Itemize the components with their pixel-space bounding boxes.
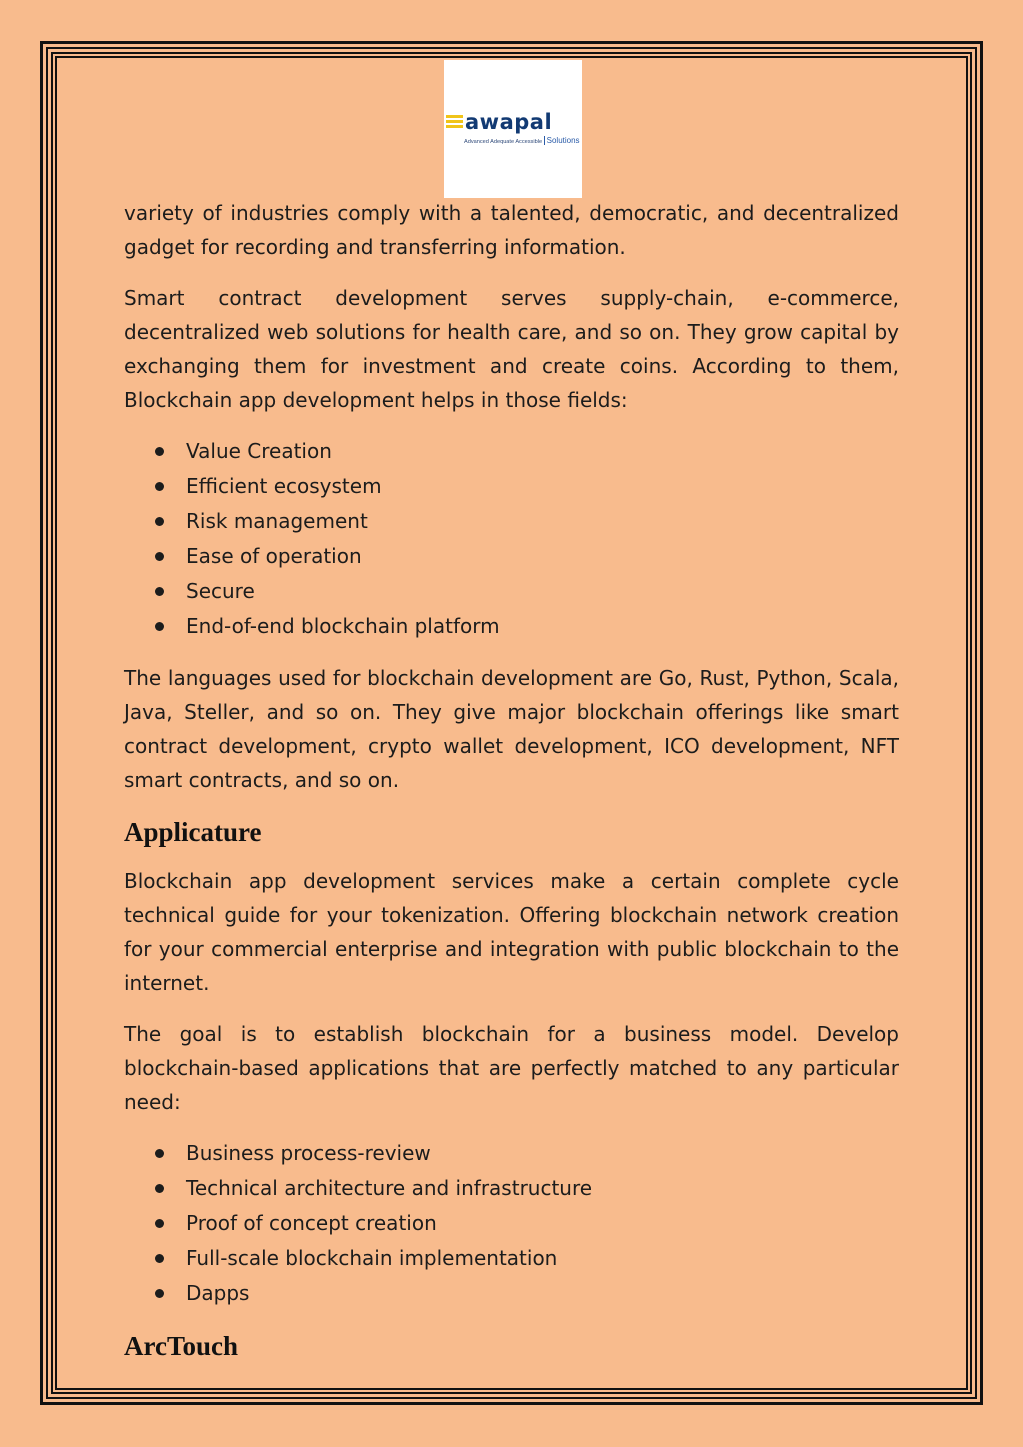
bullet-icon	[155, 447, 164, 456]
bullet-icon	[155, 552, 164, 561]
list-item-text: Full-scale blockchain implementation	[186, 1246, 558, 1270]
logo-tagline	[464, 137, 580, 146]
list-item	[124, 609, 899, 644]
list-item-text: Efficient ecosystem	[186, 474, 382, 498]
bullet-icon	[155, 587, 164, 596]
list-item	[124, 1206, 899, 1241]
list-item-text: Ease of operation	[186, 544, 362, 568]
list-item	[124, 469, 899, 504]
list-item	[124, 434, 899, 469]
bullet-icon	[155, 1219, 164, 1228]
paragraph: Blockchain app development services make a certain complete cycle technical guide for your tokenization. Offering blockchain network creation for your commercial enterprise and integration with public blockchain to the internet.	[124, 869, 899, 995]
bullet-icon	[155, 622, 164, 631]
list-item-text: Technical architecture and infrastructure	[186, 1176, 593, 1200]
logo-stripes-icon	[446, 115, 463, 129]
bullet-list-services	[124, 1136, 899, 1311]
list-item-text: Value Creation	[186, 439, 332, 463]
bullet-icon	[155, 1149, 164, 1158]
bullet-icon	[155, 1184, 164, 1193]
company-logo	[444, 60, 582, 198]
section-heading-applicature: Applicature	[124, 817, 262, 847]
list-item	[124, 539, 899, 574]
list-item	[124, 504, 899, 539]
list-item	[124, 1171, 899, 1206]
list-item-text: Risk management	[186, 509, 368, 533]
paragraph: variety of industries comply with a talented, democratic, and decentralized gadget for recording and transferring information.	[124, 201, 899, 259]
paragraph: The languages used for blockchain development are Go, Rust, Python, Scala, Java, Steller, and so on. They give major blockchain offerings like smart contract development, crypto wallet development, ICO development, NFT smart contracts, and so on.	[124, 666, 899, 792]
list-item-text: Proof of concept creation	[186, 1211, 437, 1235]
logo-wordmark: awapal	[465, 110, 553, 134]
document-body	[124, 196, 899, 1378]
list-item-text: Secure	[186, 579, 255, 603]
bullet-icon	[155, 482, 164, 491]
logo-suffix: Solutions	[544, 136, 580, 145]
list-item-text: Business process-review	[186, 1141, 431, 1165]
list-item	[124, 1241, 899, 1276]
paragraph: The goal is to establish blockchain for a business model. Develop blockchain-based applications that are perfectly matched to any particular need:	[124, 1022, 899, 1114]
bullet-icon	[155, 1289, 164, 1298]
paragraph: Smart contract development serves supply-chain, e-commerce, decentralized web solutions for health care, and so on. They grow capital by exchanging them for investment and create coins. According to them, Blockchain app development helps in those fields:	[124, 286, 899, 412]
list-item-text: Dapps	[186, 1281, 250, 1305]
list-item	[124, 574, 899, 609]
list-item	[124, 1276, 899, 1311]
section-heading-arctouch: ArcTouch	[124, 1331, 239, 1361]
list-item-text: End-of-end blockchain platform	[186, 614, 500, 638]
bullet-list-fields	[124, 434, 899, 644]
logo-tagline-text: Advanced Adequate Accessible	[464, 139, 543, 145]
bullet-icon	[155, 517, 164, 526]
bullet-icon	[155, 1254, 164, 1263]
list-item	[124, 1136, 899, 1171]
